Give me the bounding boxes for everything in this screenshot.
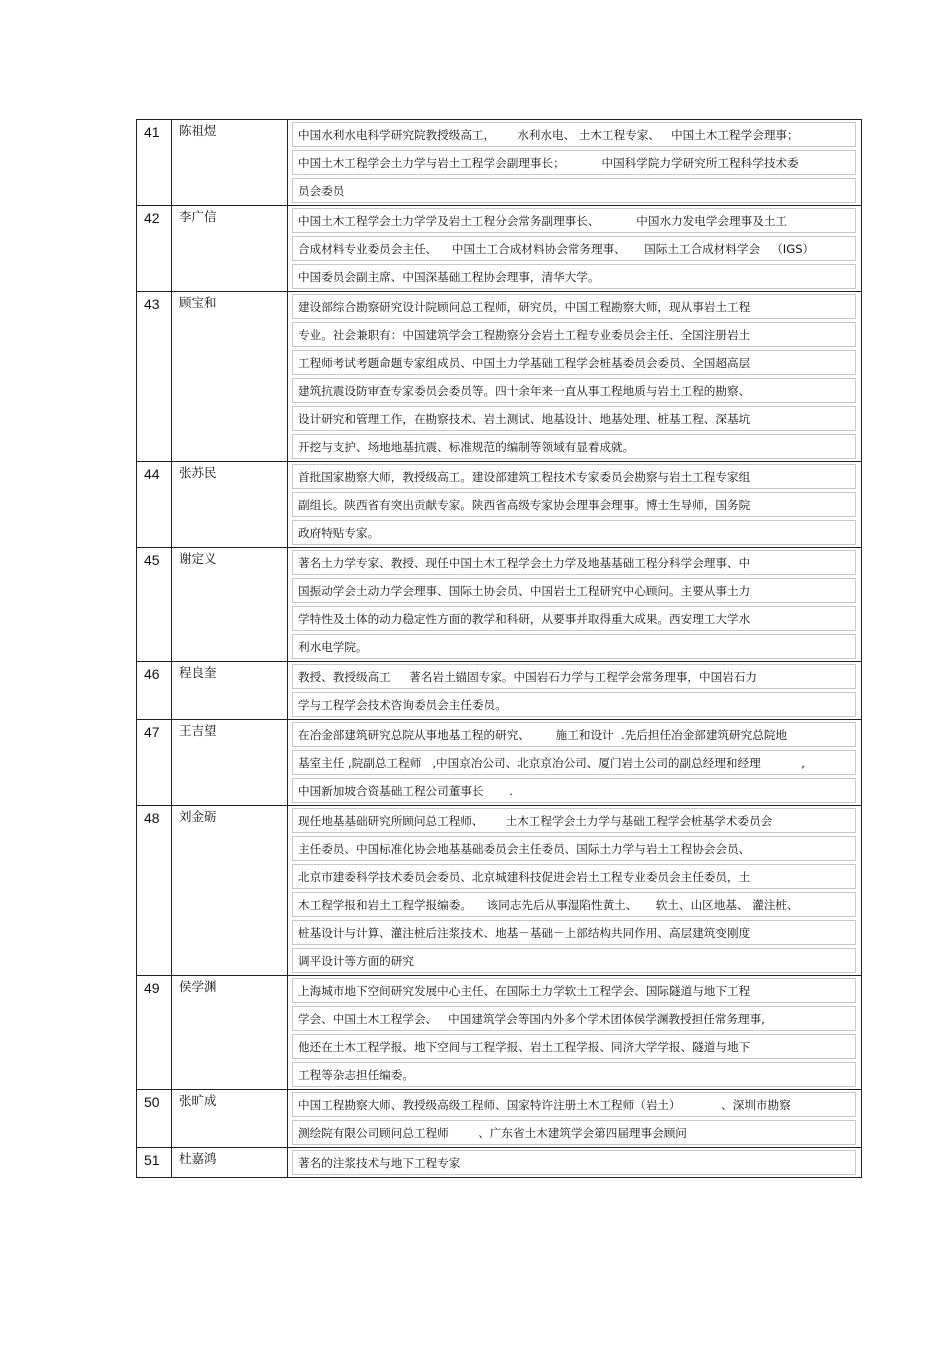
description-line: 合成材料专业委员会主任、 中国土工合成材料协会常务理事、 国际土工合成材料学会 （IGS） xyxy=(292,236,856,261)
description-lines xyxy=(288,548,861,661)
description-line: 工程师考试考题命题专家组成员、中国土力学基础工程学会桩基委员会委员、全国超高层 xyxy=(292,350,856,375)
table-row xyxy=(137,292,862,462)
expert-name: 王吉望 xyxy=(179,723,217,738)
table-row xyxy=(137,662,862,720)
expert-name-cell xyxy=(172,292,288,462)
row-number: 41 xyxy=(144,124,160,140)
table-row xyxy=(137,206,862,292)
expert-description-cell xyxy=(288,1090,862,1148)
description-line: 上海城市地下空间研究发展中心主任、在国际土力学软土工程学会、国际隧道与地下工程 xyxy=(292,978,856,1003)
row-number-cell xyxy=(137,120,172,206)
description-lines xyxy=(288,1148,861,1177)
description-line: 利水电学院。 xyxy=(292,634,856,659)
description-line: 中国新加坡合资基础工程公司董事长 . xyxy=(292,778,856,803)
table-row xyxy=(137,548,862,662)
expert-name-cell xyxy=(172,206,288,292)
row-number-cell xyxy=(137,1148,172,1178)
row-number-cell xyxy=(137,548,172,662)
description-line: 北京市建委科学技术委员会委员、北京城建科技促进会岩土工程专业委员会主任委员，土 xyxy=(292,864,856,889)
description-line: 员会委员 xyxy=(292,178,856,203)
table-row xyxy=(137,462,862,548)
expert-description-cell xyxy=(288,292,862,462)
description-line: 中国水利水电科学研究院教授级高工， 水利水电、 土木工程专家、 中国土木工程学会理事； xyxy=(292,122,856,147)
description-line: 国振动学会土动力学会理事、国际土协会员、中国岩土工程研究中心顾问。主要从事土力 xyxy=(292,578,856,603)
description-line: 中国土木工程学会土力学与岩土工程学会副理事长； 中国科学院力学研究所工程科学技术委 xyxy=(292,150,856,175)
description-line: 副组长。陕西省有突出贡献专家。陕西省高级专家协会理事会理事。博士生导师，国务院 xyxy=(292,492,856,517)
row-number: 45 xyxy=(144,552,160,568)
description-line: 教授、教授级高工 著名岩土锚固专家。中国岩石力学与工程学会常务理事，中国岩石力 xyxy=(292,664,856,689)
description-lines xyxy=(288,120,861,205)
row-number-cell xyxy=(137,662,172,720)
description-line: 首批国家勘察大师，教授级高工。建设部建筑工程技术专家委员会勘察与岩土工程专家组 xyxy=(292,464,856,489)
expert-description-cell xyxy=(288,462,862,548)
description-line: 主任委员、中国标准化协会地基基础委员会主任委员、国际土力学与岩土工程协会会员、 xyxy=(292,836,856,861)
description-line: 学会、中国土木工程学会、 中国建筑学会等国内外多个学术团体侯学渊教授担任常务理事, xyxy=(292,1006,856,1031)
description-line: 中国委员会副主席、中国深基础工程协会理事，清华大学。 xyxy=(292,264,856,289)
description-line: 开挖与支护、场地地基抗震、标准规范的编制等领域有显着成就。 xyxy=(292,434,856,459)
expert-name-cell xyxy=(172,1148,288,1178)
expert-name: 张旷成 xyxy=(179,1093,217,1108)
expert-name-cell xyxy=(172,548,288,662)
description-line: 学与工程学会技术咨询委员会主任委员。 xyxy=(292,692,856,717)
table-row xyxy=(137,120,862,206)
description-lines xyxy=(288,662,861,719)
description-line: 建筑抗震设防审查专家委员会委员等。四十余年来一直从事工程地质与岩土工程的勘察、 xyxy=(292,378,856,403)
expert-name: 顾宝和 xyxy=(179,295,217,310)
description-line: 政府特贴专家。 xyxy=(292,520,856,545)
row-number: 50 xyxy=(144,1094,160,1110)
expert-description-cell xyxy=(288,806,862,976)
row-number-cell xyxy=(137,1090,172,1148)
expert-name-cell xyxy=(172,976,288,1090)
expert-description-cell xyxy=(288,720,862,806)
expert-name: 杜嘉鸿 xyxy=(179,1151,217,1166)
expert-name-cell xyxy=(172,806,288,976)
row-number: 49 xyxy=(144,980,160,996)
expert-description-cell xyxy=(288,976,862,1090)
expert-description-cell xyxy=(288,548,862,662)
expert-name: 李广信 xyxy=(179,209,217,224)
row-number: 46 xyxy=(144,666,160,682)
table-row xyxy=(137,1090,862,1148)
expert-table xyxy=(136,119,862,1178)
expert-name: 谢定义 xyxy=(179,551,217,566)
description-line: 基室主任 ,院副总工程师 ,中国京冶公司、北京京冶公司、厦门岩土公司的副总经理和经理 , xyxy=(292,750,856,775)
description-line: 中国工程勘察大师、教授级高级工程师、国家特许注册土木工程师（岩土） 、深圳市勘察 xyxy=(292,1092,856,1117)
expert-description-cell xyxy=(288,120,862,206)
table-body xyxy=(137,120,862,1178)
row-number-cell xyxy=(137,206,172,292)
description-lines xyxy=(288,720,861,805)
description-line: 学特性及土体的动力稳定性方面的教学和科研，从要事并取得重大成果。西安理工大学水 xyxy=(292,606,856,631)
row-number: 43 xyxy=(144,296,160,312)
expert-name-cell xyxy=(172,1090,288,1148)
description-lines xyxy=(288,292,861,461)
description-line: 专业。社会兼职有：中国建筑学会工程勘察分会岩土工程专业委员会主任、全国注册岩土 xyxy=(292,322,856,347)
description-line: 中国土木工程学会土力学学及岩土工程分会常务副理事长、 中国水力发电学会理事及土工 xyxy=(292,208,856,233)
description-lines xyxy=(288,806,861,975)
expert-name-cell xyxy=(172,120,288,206)
expert-name-cell xyxy=(172,720,288,806)
description-line: 在冶金部建筑研究总院从事地基工程的研究、 施工和设计 .先后担任冶金部建筑研究总院地 xyxy=(292,722,856,747)
description-line: 著名的注浆技术与地下工程专家 xyxy=(292,1150,856,1175)
description-lines xyxy=(288,976,861,1089)
expert-description-cell xyxy=(288,662,862,720)
description-line: 测绘院有限公司顾问总工程师 、广东省土木建筑学会第四届理事会顾问 xyxy=(292,1120,856,1145)
row-number: 47 xyxy=(144,724,160,740)
table-row xyxy=(137,976,862,1090)
expert-description-cell xyxy=(288,1148,862,1178)
description-line: 建设部综合勘察研究设计院顾问总工程师，研究员，中国工程勘察大师，现从事岩土工程 xyxy=(292,294,856,319)
table-row xyxy=(137,806,862,976)
row-number: 44 xyxy=(144,466,160,482)
row-number-cell xyxy=(137,292,172,462)
row-number-cell xyxy=(137,462,172,548)
description-line: 现任地基基础研究所顾问总工程师、 土木工程学会土力学与基础工程学会桩基学术委员会 xyxy=(292,808,856,833)
row-number-cell xyxy=(137,720,172,806)
expert-name: 刘金砺 xyxy=(179,809,217,824)
expert-name-cell xyxy=(172,662,288,720)
description-line: 他还在土木工程学报、地下空间与工程学报、岩土工程学报、同济大学学报、隧道与地下 xyxy=(292,1034,856,1059)
table-row xyxy=(137,720,862,806)
expert-name: 程良奎 xyxy=(179,665,217,680)
row-number: 51 xyxy=(144,1152,160,1168)
expert-name: 张苏民 xyxy=(179,465,217,480)
description-line: 设计研究和管理工作，在勘察技术、岩土测试、地基设计、地基处理、桩基工程、深基坑 xyxy=(292,406,856,431)
description-line: 木工程学报和岩土工程学报编委。 该同志先后从事湿陷性黄土、 软土、山区地基、 灌注桩、 xyxy=(292,892,856,917)
description-lines xyxy=(288,1090,861,1147)
row-number-cell xyxy=(137,806,172,976)
description-line: 工程等杂志担任编委。 xyxy=(292,1062,856,1087)
expert-description-cell xyxy=(288,206,862,292)
description-line: 桩基设计与计算、灌注桩后注浆技术、地基－基础－上部结构共同作用、高层建筑变刚度 xyxy=(292,920,856,945)
row-number-cell xyxy=(137,976,172,1090)
description-line: 著名土力学专家、教授、现任中国土木工程学会土力学及地基基础工程分科学会理事、中 xyxy=(292,550,856,575)
description-lines xyxy=(288,206,861,291)
expert-name-cell xyxy=(172,462,288,548)
description-lines xyxy=(288,462,861,547)
table-row xyxy=(137,1148,862,1178)
row-number: 42 xyxy=(144,210,160,226)
expert-name: 陈祖煜 xyxy=(179,123,217,138)
expert-name: 侯学渊 xyxy=(179,979,217,994)
row-number: 48 xyxy=(144,810,160,826)
description-line: 调平设计等方面的研究 xyxy=(292,948,856,973)
